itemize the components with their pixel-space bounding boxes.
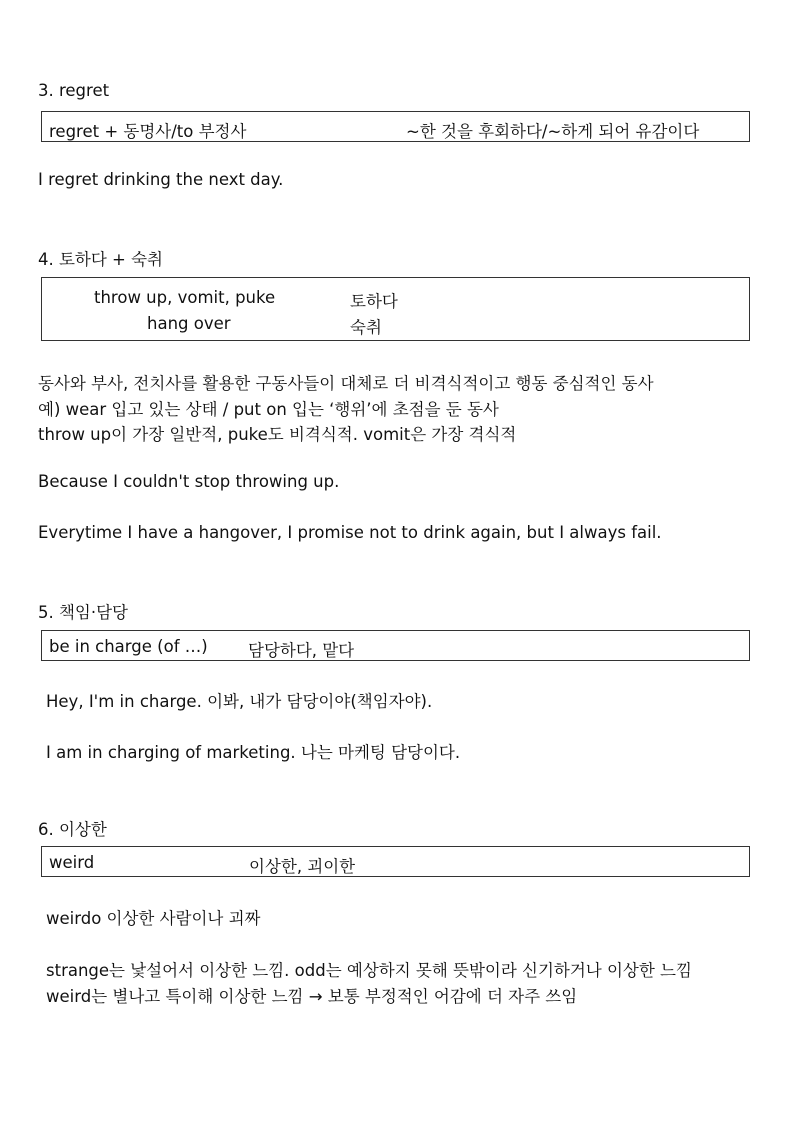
section-heading-in-charge: 5. 책임·담당 (38, 603, 128, 622)
example-line: Hey, I'm in charge. 이봐, 내가 담당이야(책임자야). (46, 692, 433, 711)
section-heading-vomit-hangover: 4. 토하다 + 숙취 (38, 250, 163, 269)
vocab-term: throw up, vomit, puke (94, 288, 276, 307)
example-line: I am in charging of marketing. 나는 마케팅 담당이다. (46, 743, 461, 762)
vocab-meaning: 토하다 (350, 292, 398, 311)
section-heading-weird: 6. 이상한 (38, 820, 107, 839)
vocab-box-in-charge (41, 630, 750, 661)
note-line: weird는 별나고 특이해 이상한 느낌 → 보통 부정적인 어감에 더 자주 쓰임 (46, 987, 578, 1006)
vocab-term: be in charge (of …) (49, 637, 208, 656)
vocab-box-vomit-hangover (41, 277, 750, 341)
note-line: throw up이 가장 일반적, puke도 비격식적. vomit은 가장 격식적 (38, 425, 517, 444)
vocab-term: hang over (147, 314, 231, 333)
example-line: weirdo 이상한 사람이나 괴짜 (46, 909, 261, 928)
vocab-meaning: ~한 것을 후회하다/~하게 되어 유감이다 (406, 122, 700, 141)
section-heading-regret: 3. regret (38, 81, 110, 100)
example-line: Because I couldn't stop throwing up. (38, 472, 340, 491)
vocab-meaning: 이상한, 괴이한 (249, 857, 356, 876)
vocab-meaning: 숙취 (350, 318, 382, 337)
vocab-box-weird (41, 846, 750, 877)
note-line: 동사와 부사, 전치사를 활용한 구동사들이 대체로 더 비격식적이고 행동 중심적인 동사 (38, 374, 654, 393)
vocab-term: regret + 동명사/to 부정사 (49, 122, 247, 141)
note-line: 예) wear 입고 있는 상태 / put on 입는 ‘행위’에 초점을 둔 동사 (38, 400, 499, 419)
example-line: I regret drinking the next day. (38, 170, 284, 189)
vocab-box-regret (41, 111, 750, 142)
note-line: strange는 낯설어서 이상한 느낌. odd는 예상하지 못해 뜻밖이라 신기하거나 이상한 느낌 (46, 961, 692, 980)
example-line: Everytime I have a hangover, I promise not to drink again, but I always fail. (38, 523, 662, 542)
vocab-term: weird (49, 853, 95, 872)
vocab-meaning: 담당하다, 맡다 (248, 641, 355, 660)
